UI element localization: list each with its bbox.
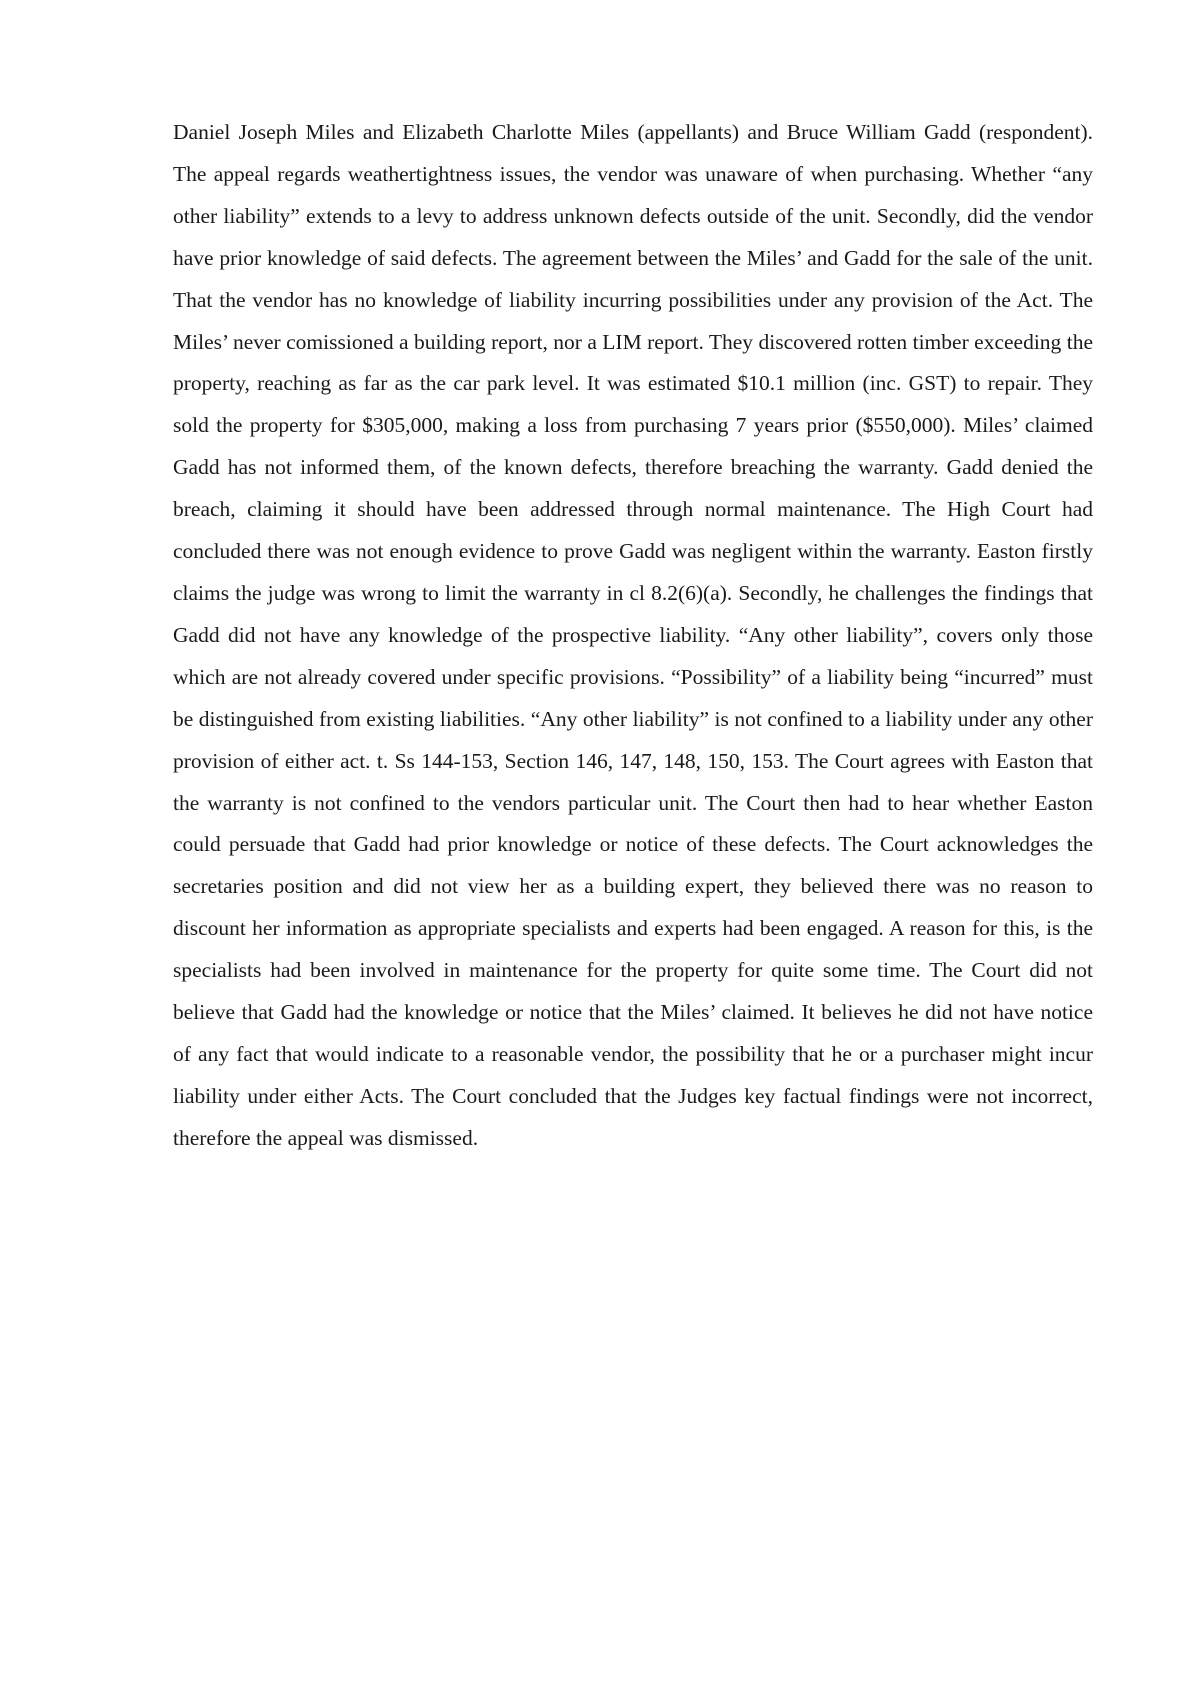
case-summary-paragraph: Daniel Joseph Miles and Elizabeth Charlotte Miles (appellants) and Bruce William Gadd (respondent). The appeal regards weathertightness issues, the vendor was unaware of when purchasing. Whether “any other liability” extends to a levy to address unknown defects outside of the unit. Secondly, did the vendor have prior knowledge of said defects. The agreement between the Miles’ and Gadd for the sale of the unit. That the vendor has no knowledge of liability incurring possibilities under any provision of the Act. The Miles’ never comissioned a building report, nor a LIM report. They discovered rotten timber exceeding the property, reaching as far as the car park level. It was estimated $10.1 million (inc. GST) to repair. They sold the property for $305,000, making a loss from purchasing 7 years prior ($550,000). Miles’ claimed Gadd has not informed them, of the known defects, therefore breaching the warranty. Gadd denied the breach, claiming it should have been addressed through normal maintenance. The High Court had concluded there was not enough evidence to prove Gadd was negligent within the warranty. Easton firstly claims the judge was wrong to limit the warranty in cl 8.2(6)(a). Secondly, he challenges the findings that Gadd did not have any knowledge of the prospective liability. “Any other liability”, covers only those which are not already covered under specific provisions. “Possibility” of a liability being “incurred” must be distinguished from existing liabilities. “Any other liability” is not confined to a liability under any other provision of either act. t. Ss 144-153, Section 146, 147, 148, 150, 153. The Court agrees with Easton that the warranty is not confined to the vendors particular unit. The Court then had to hear whether Easton could persuade that Gadd had prior knowledge or notice of these defects. The Court acknowledges the secretaries position and did not view her as a building expert, they believed there was no reason to discount her information as appropriate specialists and experts had been engaged. A reason for this, is the specialists had been involved in maintenance for the property for quite some time. The Court did not believe that Gadd had the knowledge or notice that the Miles’ claimed. It believes he did not have notice of any fact that would indicate to a reasonable vendor, the possibility that he or a purchaser might incur liability under either Acts. The Court concluded that the Judges key factual findings were not incorrect, therefore the appeal was dismissed. bbox=[173, 120, 1093, 1150]
